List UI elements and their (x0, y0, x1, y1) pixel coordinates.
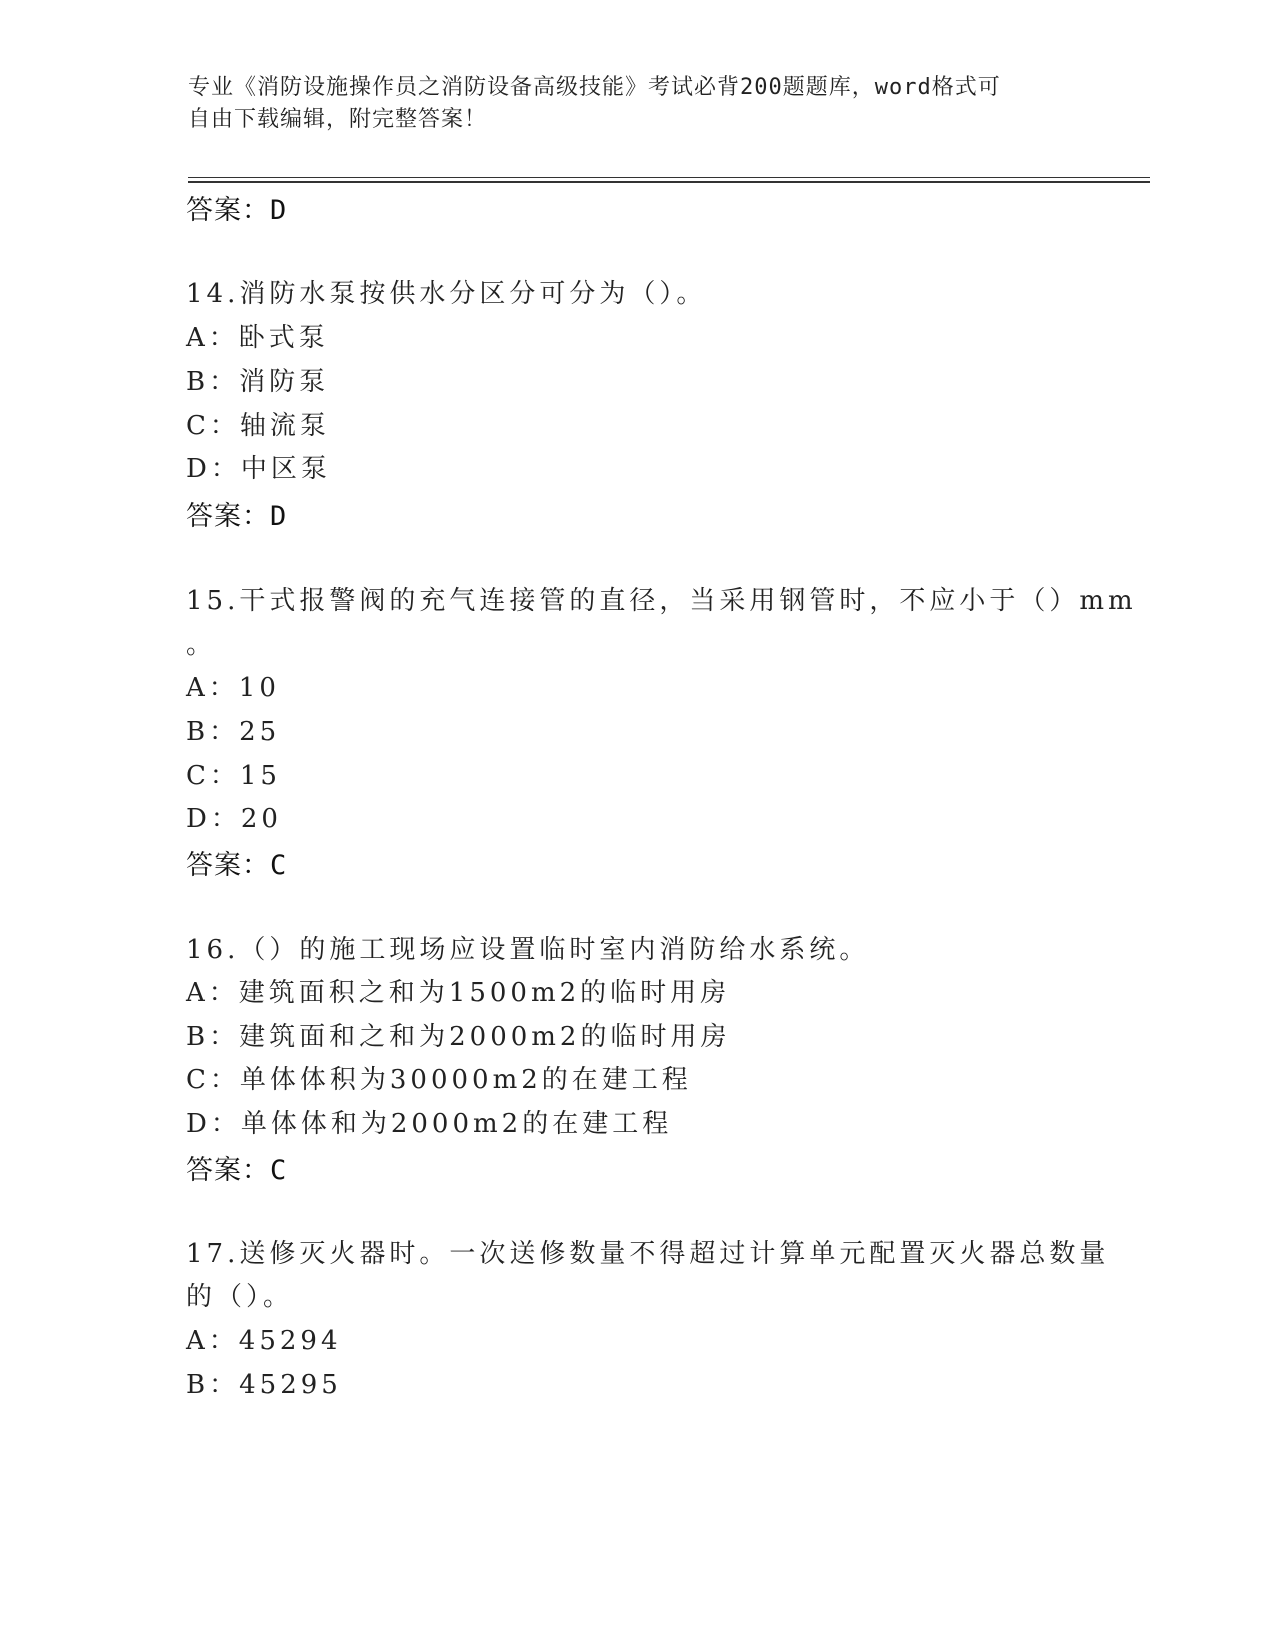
question-14-stem: 14.消防水泵按供水分区分可分为（）。 (186, 279, 707, 309)
question-15-stem-cont: 。 (186, 630, 217, 660)
question-16-option-d: D：单体体和为2000m2的在建工程 (186, 1109, 673, 1139)
question-15-option-a: A：10 (186, 673, 280, 703)
question-15-stem: 15.干式报警阀的充气连接管的直径，当采用钢管时，不应小于（）mm (186, 586, 1137, 616)
question-14-option-d: D：中区泵 (186, 454, 331, 484)
question-14-option-a: A：卧式泵 (186, 323, 329, 353)
header-divider (188, 177, 1150, 178)
previous-answer: 答案：D (186, 195, 288, 226)
question-15-option-c: C：15 (186, 761, 281, 791)
question-16-answer: 答案：C (186, 1155, 288, 1186)
header-line-1: 专业《消防设施操作员之消防设备高级技能》考试必背200题题库，word格式可 (188, 75, 1001, 100)
question-14-option-c: C：轴流泵 (186, 411, 330, 441)
question-17-option-a: A：45294 (186, 1326, 342, 1356)
header-line-2: 自由下载编辑，附完整答案！ (188, 107, 488, 132)
question-16-option-a: A：建筑面积之和为1500m2的临时用房 (186, 978, 731, 1008)
question-16-option-c: C：单体体积为30000m2的在建工程 (186, 1065, 692, 1095)
question-15-option-b: B：25 (186, 717, 281, 747)
header-divider-thick (188, 181, 1150, 183)
question-17-stem-cont: 的（）。 (186, 1282, 294, 1312)
question-17-option-b: B：45295 (186, 1370, 342, 1400)
question-14-answer: 答案：D (186, 501, 288, 532)
question-16-option-b: B：建筑面和之和为2000m2的临时用房 (186, 1022, 731, 1052)
question-15-option-d: D：20 (186, 804, 282, 834)
question-17-stem: 17.送修灭火器时。一次送修数量不得超过计算单元配置灭火器总数量 (186, 1239, 1110, 1269)
question-15-answer: 答案：C (186, 850, 288, 881)
document-header (188, 72, 1068, 136)
question-14-option-b: B：消防泵 (186, 367, 330, 397)
question-16-stem: 16.（）的施工现场应设置临时室内消防给水系统。 (186, 935, 870, 965)
